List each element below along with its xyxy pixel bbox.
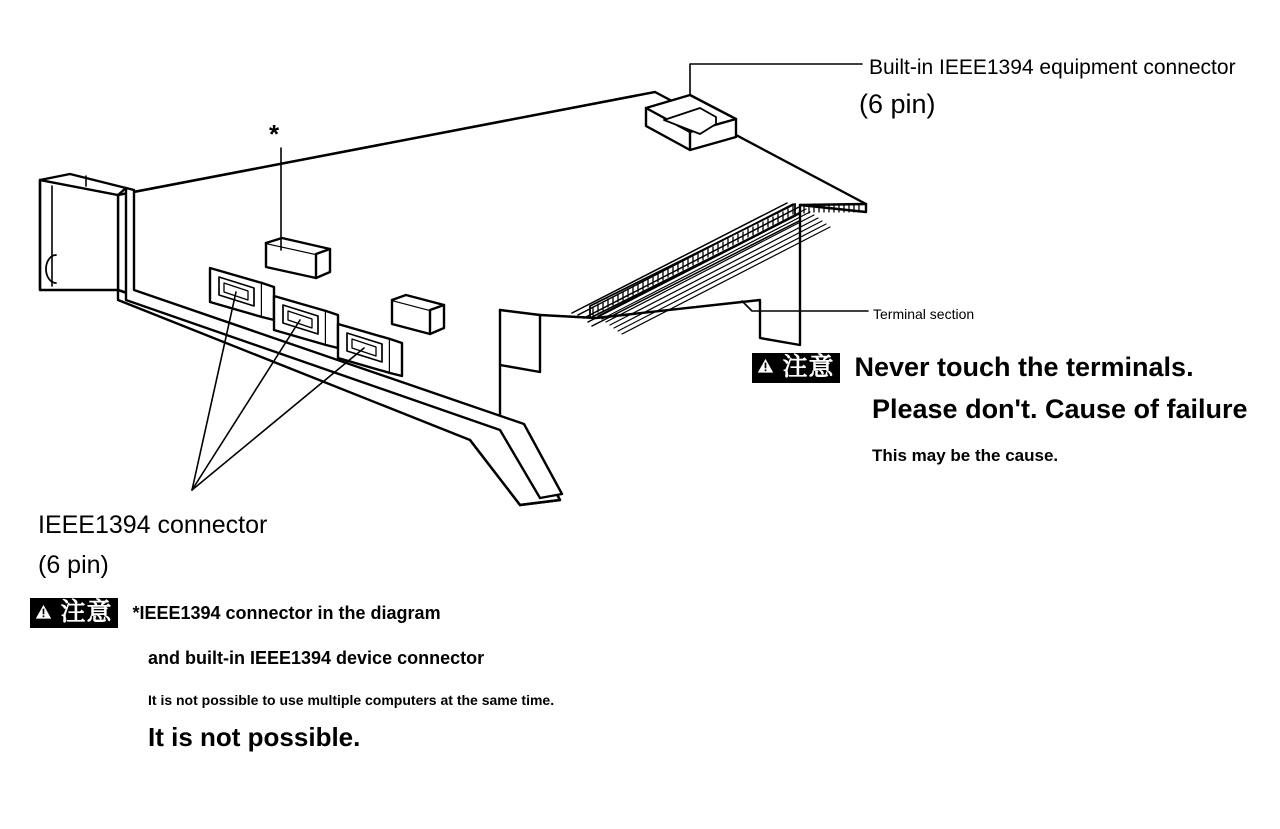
caution-badge-bottom-text: 注意: [60, 598, 113, 626]
warning-bottom-line1: *IEEE1394 connector in the diagram: [132, 602, 441, 623]
warning-right-line3: This may be the cause.: [872, 446, 1059, 465]
label-builtin-connector-pins: (6 pin): [859, 89, 936, 119]
caution-badge-right: [752, 353, 840, 383]
label-builtin-connector: Built-in IEEE1394 equipment connector: [869, 56, 1236, 79]
leader-conn-3: [192, 348, 364, 490]
leader-builtin: [690, 64, 862, 95]
label-terminal-section: Terminal section: [873, 306, 975, 322]
warning-block-terminals: [752, 352, 1252, 466]
label-asterisk-marker: *: [269, 119, 280, 149]
caution-badge-right-text: 注意: [782, 352, 835, 381]
label-ieee1394-connector-pins: (6 pin): [38, 551, 109, 579]
pcb-right-step: [800, 204, 866, 205]
caution-badge-bottom: [30, 598, 118, 628]
label-ieee1394-connector: IEEE1394 connector: [38, 511, 268, 539]
warning-right-line1: Never touch the terminals.: [854, 352, 1194, 382]
warning-bottom-line3: It is not possible to use multiple computers at the same time.: [148, 692, 555, 708]
warning-block-usage: [30, 598, 730, 753]
warning-bottom-line2: and built-in IEEE1394 device connector: [148, 648, 485, 668]
warning-triangle-icon: [34, 603, 53, 620]
warning-triangle-icon: [756, 357, 775, 374]
warning-bottom-line4: It is not possible.: [148, 722, 361, 752]
warning-right-line2: Please don't. Cause of failure: [872, 394, 1248, 424]
